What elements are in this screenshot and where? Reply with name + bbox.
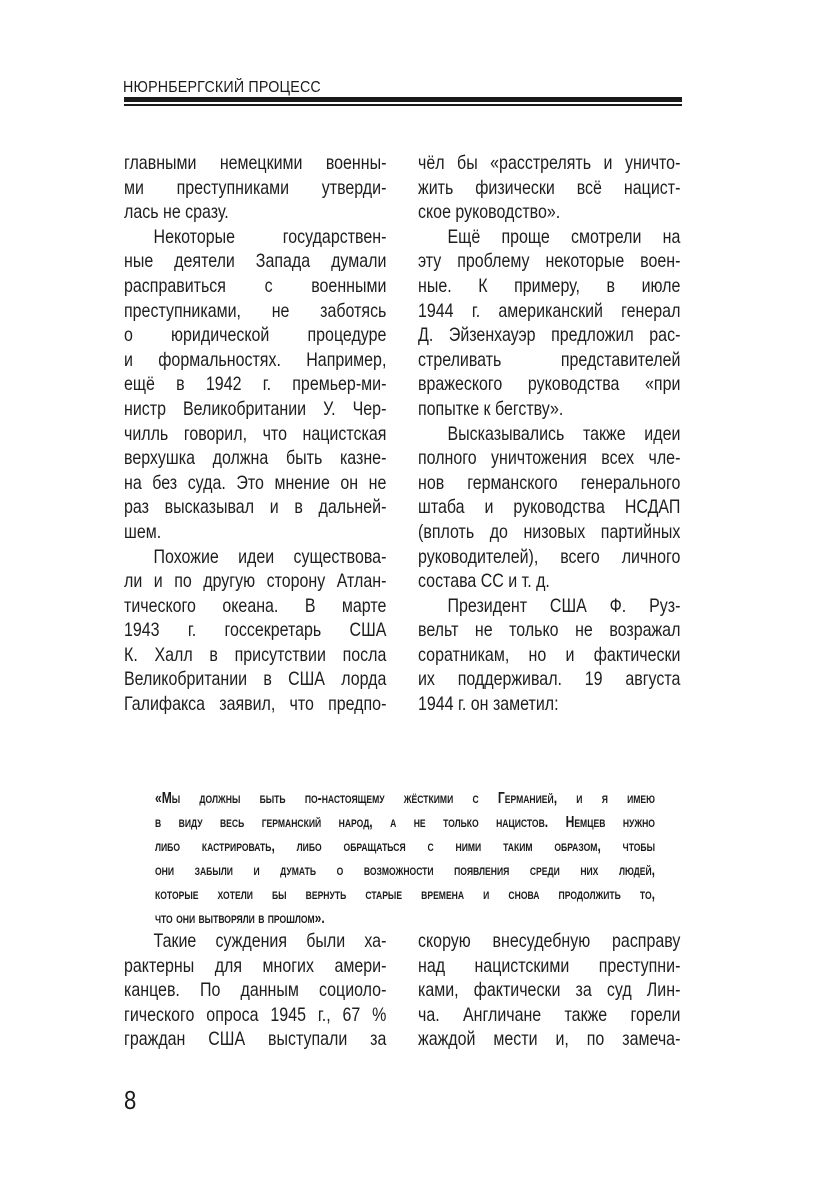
quote-line: они забыли и думать о возможности появления среди них людей, — [155, 862, 655, 879]
text-line: ные. К примеру, в июле — [418, 274, 681, 297]
quote-line: в виду весь германский народ, а не только нацистов. Немцев нужно — [155, 814, 655, 831]
text-line: ли и по другую сторону Атлан- — [124, 570, 387, 593]
text-line: полного уничтожения всех чле- — [418, 447, 681, 470]
text-line: Некоторые государствен- — [153, 225, 387, 248]
text-line: тического океана. В марте — [124, 594, 387, 617]
text-line: на без суда. Это мнение он не — [124, 471, 387, 494]
text-line: лась не сразу. — [124, 201, 229, 224]
text-line: стреливать представителей — [418, 348, 681, 371]
column-left-bottom — [124, 929, 386, 1052]
text-line: жаждой мести и, по замеча- — [418, 1028, 681, 1051]
quote-line: что они вытворяли в прошлом». — [155, 910, 325, 927]
text-line: ское руководство». — [418, 201, 561, 224]
column-right-top — [418, 151, 680, 717]
text-line: вельт не только не возражал — [418, 619, 681, 642]
text-line: чилль говорил, что нацистская — [124, 422, 387, 445]
text-line: раз высказывал и в дальней- — [124, 496, 387, 519]
header-rule-thin — [124, 104, 682, 106]
text-line: штаба и руководства НСДАП — [418, 496, 681, 519]
quote-line: «Мы должны быть по-настоящему жёсткими с Германией, и я имею — [155, 790, 655, 807]
text-line: эту проблему некоторые воен- — [418, 250, 681, 273]
text-line: Ещё проще смотрели на — [447, 225, 681, 248]
text-line: нистр Великобритании У. Чер- — [124, 397, 387, 420]
header-rule-thick — [124, 97, 682, 102]
column-left-top — [124, 151, 386, 717]
quote-line: которые хотели бы вернуть старые времена и снова продолжить то, — [155, 886, 655, 903]
text-line: и формальностях. Например, — [124, 348, 387, 371]
text-line: гического опроса 1945 г., 67 % — [124, 1003, 387, 1026]
text-line: вражеского руководства «при — [418, 373, 681, 396]
text-line: Высказывались также идеи — [447, 422, 681, 445]
text-line: ками, фактически за суд Лин- — [418, 979, 681, 1002]
text-line: ещё в 1942 г. премьер-ми- — [124, 373, 387, 396]
text-line: чёл бы «расстрелять и уничто- — [418, 152, 681, 174]
text-line: граждан США выступали за — [124, 1028, 387, 1051]
text-line: ные деятели Запада думали — [124, 250, 387, 273]
text-line: главными немецкими военны- — [124, 152, 387, 174]
text-line: Президент США Ф. Руз- — [447, 594, 681, 617]
text-line: 1944 г. он заметил: — [418, 693, 559, 716]
text-line: соратникам, но и фактически — [418, 643, 681, 666]
text-line: Д. Эйзенхауэр предложил рас- — [418, 324, 681, 347]
text-line: над нацистскими преступни- — [418, 954, 681, 977]
text-line: 1943 г. госсекретарь США — [124, 619, 387, 642]
text-line: попытке к бегству». — [418, 397, 564, 420]
text-line: Галифакса заявил, что предпо- — [124, 693, 387, 716]
roosevelt-quote — [155, 787, 655, 931]
text-line: жить физически всё нацист- — [418, 176, 681, 199]
running-head: НЮРНБЕРГСКИЙ ПРОЦЕСС — [123, 79, 321, 96]
text-line: расправиться с военными — [124, 274, 387, 297]
text-line: о юридической процедуре — [124, 324, 387, 347]
text-line: скорую внесудебную расправу — [418, 930, 681, 952]
text-line: (вплоть до низовых партийных — [418, 520, 681, 543]
text-line: руководителей), всего личного — [418, 545, 681, 568]
text-line: шем. — [124, 520, 162, 543]
column-right-bottom — [418, 929, 680, 1052]
text-line: ми преступниками утверди- — [124, 176, 387, 199]
text-line: Великобритании в США лорда — [124, 668, 387, 691]
text-line: нов германского генерального — [418, 471, 681, 494]
text-line: Похожие идеи существова- — [153, 545, 387, 568]
text-line: ча. Англичане также горели — [418, 1003, 681, 1026]
text-line: преступниками, не заботясь — [124, 299, 387, 322]
text-line: состава СС и т. д. — [418, 570, 550, 593]
page-number: 8 — [124, 1085, 137, 1115]
text-line: рактерны для многих амери- — [124, 954, 387, 977]
text-line: канцев. По данным социоло- — [124, 979, 387, 1002]
text-line: 1944 г. американский генерал — [418, 299, 681, 322]
text-line: Такие суждения были ха- — [153, 930, 387, 952]
quote-line: либо кастрировать, либо обращаться с ними таким образом, чтобы — [155, 838, 655, 855]
text-line: К. Халл в присутствии посла — [124, 643, 387, 666]
text-line: верхушка должна быть казне- — [124, 447, 387, 470]
text-line: их поддерживал. 19 августа — [418, 668, 681, 691]
